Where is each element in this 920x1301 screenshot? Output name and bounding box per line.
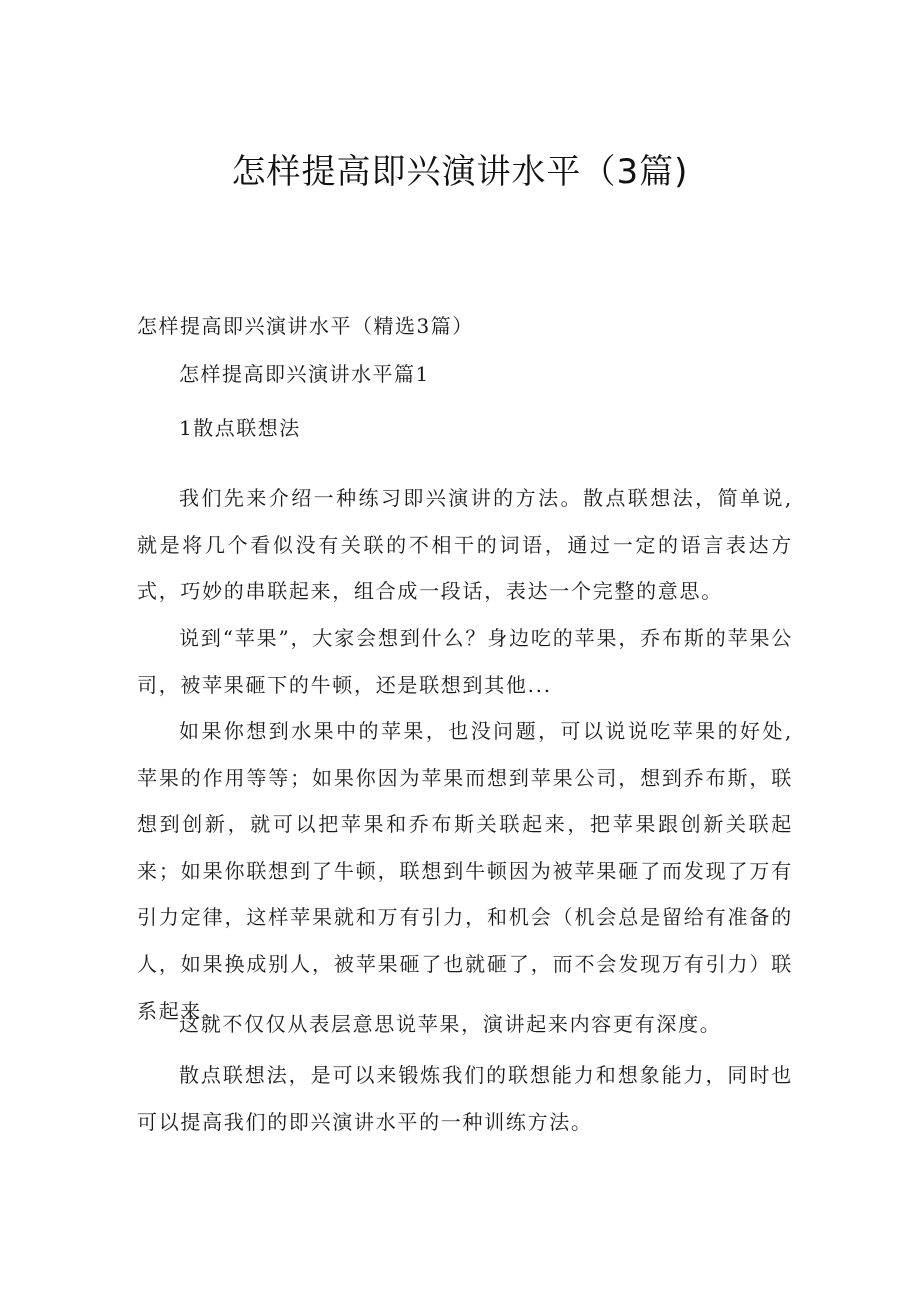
method-heading: 1散点联想法 <box>179 416 301 440</box>
paragraph-depth: 这就不仅仅从表层意思说苹果，演讲起来内容更有深度。 <box>179 1012 722 1036</box>
paragraph-apple-question: 说到“苹果”，大家会想到什么？身边吃的苹果，乔布斯的苹果公司，被苹果砸下的牛顿，还是联想到其他... <box>137 626 793 697</box>
document-subtitle: 怎样提高即兴演讲水平（精选3篇） <box>137 314 474 338</box>
document-title: 怎样提高即兴演讲水平（3篇) <box>231 152 689 192</box>
section-heading: 怎样提高即兴演讲水平篇1 <box>179 362 430 386</box>
paragraph-apple-examples: 如果你想到水果中的苹果，也没问题，可以说说吃苹果的好处,苹果的作用等等；如果你因为苹果而想到苹果公司，想到乔布斯，联想到创新，就可以把苹果和乔布斯关联起来，把苹果跟创新关联起来；如果你联想到了牛顿，联想到牛顿因为被苹果砸了而发现了万有引力定律，这样苹果就和万有引力，和机会（机会总是留给有准备的人，如果换成别人，被苹果砸了也就砸了，而不会发现万有引力）联系起来。 <box>137 719 793 1023</box>
paragraph-conclusion: 散点联想法，是可以来锻炼我们的联想能力和想象能力，同时也可以提高我们的即兴演讲水平的一种训练方法。 <box>137 1063 793 1134</box>
paragraph-intro: 我们先来介绍一种练习即兴演讲的方法。散点联想法，简单说,就是将几个看似没有关联的不相干的词语，通过一定的语言表达方式，巧妙的串联起来，组合成一段话，表达一个完整的意思。 <box>137 486 793 604</box>
